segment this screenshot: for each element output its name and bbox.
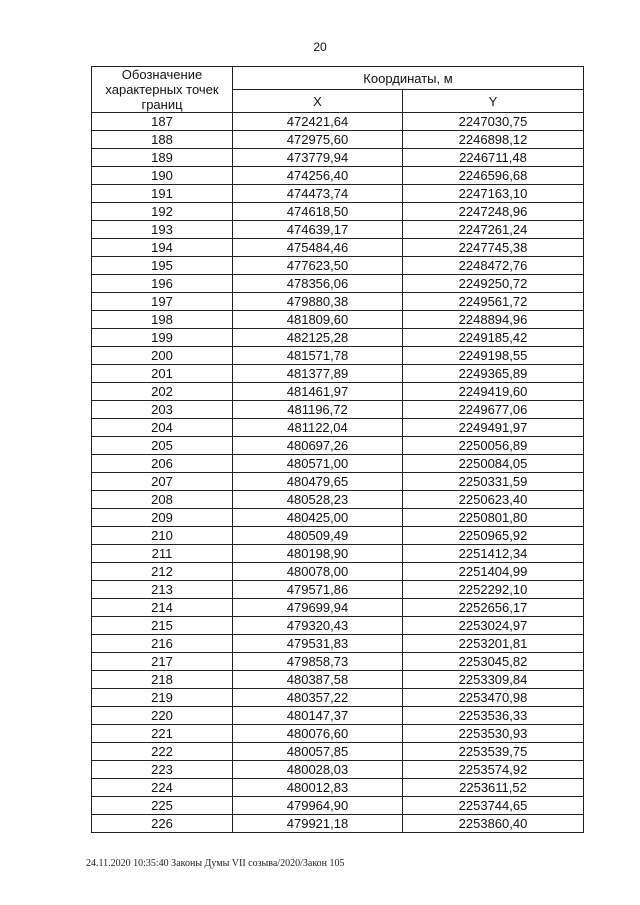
table-row (92, 419, 584, 437)
y-coordinate-cell: 2253024,97 (403, 617, 584, 635)
table-row (92, 293, 584, 311)
table-row (92, 185, 584, 203)
y-coordinate-cell: 2250331,59 (403, 473, 584, 491)
y-coordinate-cell: 2252656,17 (403, 599, 584, 617)
x-coordinate-cell: 473779,94 (233, 149, 403, 167)
y-coordinate-cell: 2253860,40 (403, 815, 584, 833)
table-row (92, 743, 584, 761)
table-row (92, 815, 584, 833)
y-coordinate-cell: 2249419,60 (403, 383, 584, 401)
y-coordinate-cell: 2253611,52 (403, 779, 584, 797)
point-number-cell: 225 (92, 797, 233, 815)
x-coordinate-cell: 481571,78 (233, 347, 403, 365)
y-coordinate-cell: 2253744,65 (403, 797, 584, 815)
table-row (92, 527, 584, 545)
x-coordinate-cell: 482125,28 (233, 329, 403, 347)
point-number-cell: 193 (92, 221, 233, 239)
point-number-cell: 205 (92, 437, 233, 455)
point-number-cell: 216 (92, 635, 233, 653)
y-coordinate-cell: 2253574,92 (403, 761, 584, 779)
x-coordinate-cell: 481377,89 (233, 365, 403, 383)
point-number-cell: 199 (92, 329, 233, 347)
y-coordinate-cell: 2247248,96 (403, 203, 584, 221)
x-coordinate-cell: 481461,97 (233, 383, 403, 401)
point-number-cell: 188 (92, 131, 233, 149)
y-coordinate-cell: 2249365,89 (403, 365, 584, 383)
y-coordinate-cell: 2253539,75 (403, 743, 584, 761)
table-row (92, 581, 584, 599)
point-number-cell: 222 (92, 743, 233, 761)
x-coordinate-cell: 479571,86 (233, 581, 403, 599)
x-coordinate-cell: 480078,00 (233, 563, 403, 581)
x-coordinate-cell: 480697,26 (233, 437, 403, 455)
point-number-cell: 226 (92, 815, 233, 833)
table-row (92, 725, 584, 743)
x-coordinate-cell: 474473,74 (233, 185, 403, 203)
x-coordinate-cell: 480357,22 (233, 689, 403, 707)
y-coordinate-cell: 2248894,96 (403, 311, 584, 329)
table-row (92, 545, 584, 563)
point-number-cell: 223 (92, 761, 233, 779)
header-point-designation: Обозначение характерных точек границ (92, 67, 233, 113)
point-number-cell: 196 (92, 275, 233, 293)
table-row (92, 257, 584, 275)
x-coordinate-cell: 472975,60 (233, 131, 403, 149)
y-coordinate-cell: 2249250,72 (403, 275, 584, 293)
table-row (92, 437, 584, 455)
point-number-cell: 215 (92, 617, 233, 635)
point-number-cell: 189 (92, 149, 233, 167)
y-coordinate-cell: 2249198,55 (403, 347, 584, 365)
point-number-cell: 190 (92, 167, 233, 185)
point-number-cell: 214 (92, 599, 233, 617)
y-coordinate-cell: 2250965,92 (403, 527, 584, 545)
table-row (92, 113, 584, 131)
table-row (92, 329, 584, 347)
table-row (92, 599, 584, 617)
table-row (92, 401, 584, 419)
point-number-cell: 213 (92, 581, 233, 599)
y-coordinate-cell: 2253045,82 (403, 653, 584, 671)
x-coordinate-cell: 480571,00 (233, 455, 403, 473)
table-row (92, 653, 584, 671)
y-coordinate-cell: 2250623,40 (403, 491, 584, 509)
x-coordinate-cell: 480198,90 (233, 545, 403, 563)
point-number-cell: 200 (92, 347, 233, 365)
x-coordinate-cell: 474256,40 (233, 167, 403, 185)
x-coordinate-cell: 480076,60 (233, 725, 403, 743)
table-row (92, 167, 584, 185)
point-number-cell: 224 (92, 779, 233, 797)
table-body (92, 113, 584, 833)
x-coordinate-cell: 474618,50 (233, 203, 403, 221)
x-coordinate-cell: 474639,17 (233, 221, 403, 239)
point-number-cell: 208 (92, 491, 233, 509)
table-row (92, 797, 584, 815)
table-row (92, 707, 584, 725)
table-row (92, 761, 584, 779)
table-row (92, 239, 584, 257)
y-coordinate-cell: 2253536,33 (403, 707, 584, 725)
x-coordinate-cell: 479320,43 (233, 617, 403, 635)
point-number-cell: 221 (92, 725, 233, 743)
x-coordinate-cell: 479699,94 (233, 599, 403, 617)
x-coordinate-cell: 478356,06 (233, 275, 403, 293)
table-row (92, 455, 584, 473)
point-number-cell: 197 (92, 293, 233, 311)
table-row (92, 347, 584, 365)
y-coordinate-cell: 2253530,93 (403, 725, 584, 743)
point-number-cell: 218 (92, 671, 233, 689)
y-coordinate-cell: 2250084,05 (403, 455, 584, 473)
y-coordinate-cell: 2247261,24 (403, 221, 584, 239)
table-row (92, 509, 584, 527)
point-number-cell: 220 (92, 707, 233, 725)
point-number-cell: 201 (92, 365, 233, 383)
table-row (92, 473, 584, 491)
x-coordinate-cell: 479880,38 (233, 293, 403, 311)
header-coordinates: Координаты, м (233, 67, 584, 90)
y-coordinate-cell: 2253470,98 (403, 689, 584, 707)
point-number-cell: 211 (92, 545, 233, 563)
table-row (92, 617, 584, 635)
point-number-cell: 195 (92, 257, 233, 275)
x-coordinate-cell: 480509,49 (233, 527, 403, 545)
header-x: X (233, 90, 403, 113)
point-number-cell: 198 (92, 311, 233, 329)
x-coordinate-cell: 480479,65 (233, 473, 403, 491)
x-coordinate-cell: 477623,50 (233, 257, 403, 275)
y-coordinate-cell: 2251412,34 (403, 545, 584, 563)
y-coordinate-cell: 2252292,10 (403, 581, 584, 599)
x-coordinate-cell: 479858,73 (233, 653, 403, 671)
table-row (92, 491, 584, 509)
x-coordinate-cell: 480425,00 (233, 509, 403, 527)
y-coordinate-cell: 2249185,42 (403, 329, 584, 347)
y-coordinate-cell: 2249561,72 (403, 293, 584, 311)
point-number-cell: 203 (92, 401, 233, 419)
table-row (92, 221, 584, 239)
table-row (92, 779, 584, 797)
point-number-cell: 191 (92, 185, 233, 203)
table-row (92, 563, 584, 581)
table-row (92, 635, 584, 653)
coordinates-table (91, 66, 584, 833)
x-coordinate-cell: 481196,72 (233, 401, 403, 419)
y-coordinate-cell: 2248472,76 (403, 257, 584, 275)
page-number: 20 (313, 40, 327, 54)
x-coordinate-cell: 480028,03 (233, 761, 403, 779)
x-coordinate-cell: 479964,90 (233, 797, 403, 815)
header-y: Y (403, 90, 584, 113)
table-row (92, 383, 584, 401)
table-row (92, 275, 584, 293)
y-coordinate-cell: 2251404,99 (403, 563, 584, 581)
x-coordinate-cell: 480528,23 (233, 491, 403, 509)
y-coordinate-cell: 2250801,80 (403, 509, 584, 527)
y-coordinate-cell: 2253201,81 (403, 635, 584, 653)
y-coordinate-cell: 2246711,48 (403, 149, 584, 167)
point-number-cell: 192 (92, 203, 233, 221)
y-coordinate-cell: 2249677,06 (403, 401, 584, 419)
point-number-cell: 194 (92, 239, 233, 257)
y-coordinate-cell: 2253309,84 (403, 671, 584, 689)
point-number-cell: 209 (92, 509, 233, 527)
point-number-cell: 212 (92, 563, 233, 581)
x-coordinate-cell: 472421,64 (233, 113, 403, 131)
table-row (92, 149, 584, 167)
x-coordinate-cell: 480012,83 (233, 779, 403, 797)
x-coordinate-cell: 475484,46 (233, 239, 403, 257)
x-coordinate-cell: 480057,85 (233, 743, 403, 761)
point-number-cell: 210 (92, 527, 233, 545)
y-coordinate-cell: 2247030,75 (403, 113, 584, 131)
table-row (92, 689, 584, 707)
x-coordinate-cell: 481122,04 (233, 419, 403, 437)
footer-stamp: 24.11.2020 10:35:40 Законы Думы VII созыва/2020/Закон 105 (86, 858, 345, 869)
table-row (92, 311, 584, 329)
y-coordinate-cell: 2246898,12 (403, 131, 584, 149)
x-coordinate-cell: 481809,60 (233, 311, 403, 329)
point-number-cell: 219 (92, 689, 233, 707)
y-coordinate-cell: 2249491,97 (403, 419, 584, 437)
y-coordinate-cell: 2250056,89 (403, 437, 584, 455)
x-coordinate-cell: 480147,37 (233, 707, 403, 725)
point-number-cell: 206 (92, 455, 233, 473)
point-number-cell: 207 (92, 473, 233, 491)
y-coordinate-cell: 2246596,68 (403, 167, 584, 185)
y-coordinate-cell: 2247745,38 (403, 239, 584, 257)
y-coordinate-cell: 2247163,10 (403, 185, 584, 203)
table-row (92, 131, 584, 149)
point-number-cell: 204 (92, 419, 233, 437)
point-number-cell: 187 (92, 113, 233, 131)
table-row (92, 365, 584, 383)
table-row (92, 203, 584, 221)
x-coordinate-cell: 480387,58 (233, 671, 403, 689)
x-coordinate-cell: 479531,83 (233, 635, 403, 653)
table-row (92, 671, 584, 689)
point-number-cell: 217 (92, 653, 233, 671)
x-coordinate-cell: 479921,18 (233, 815, 403, 833)
point-number-cell: 202 (92, 383, 233, 401)
